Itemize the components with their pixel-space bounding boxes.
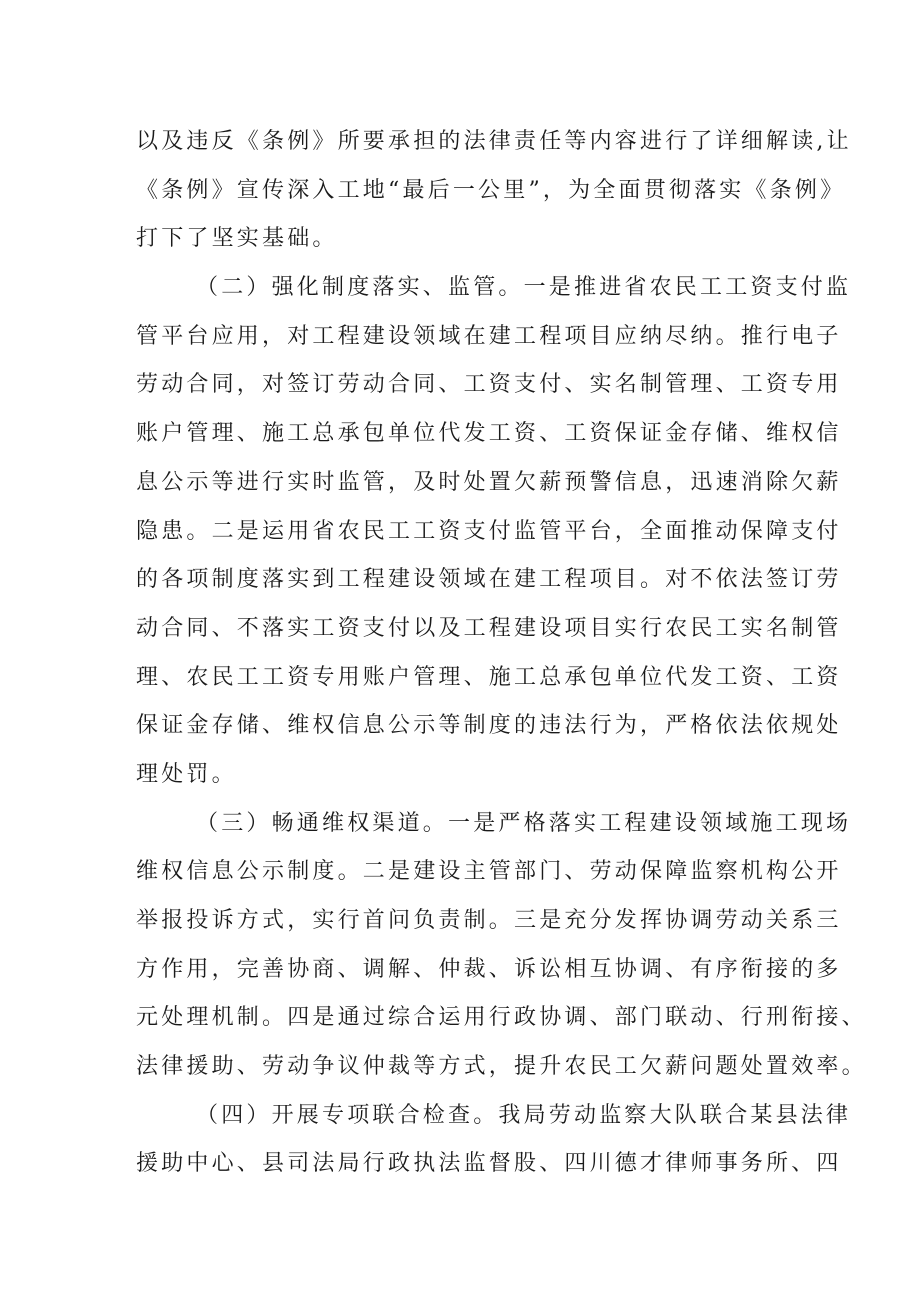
text-line: 举报投诉方式，实行首问负责制。三是充分发挥协调劳动关系三 (136, 908, 842, 933)
text-line: 保证金存储、维权信息公示等制度的违法行为，严格依法依规处 (136, 713, 842, 739)
text-line: 的各项制度落实到工程建设领域在建工程项目。对不依法签订劳 (136, 567, 842, 593)
text-line: 息公示等进行实时监管，及时处置欠薪预警信息，迅速消除欠薪 (136, 469, 842, 495)
text-line: 管平台应用，对工程建设领域在建工程项目应纳尽纳。推行电子 (136, 323, 842, 349)
paragraph-heading-4: （四）开展专项联合检查。我局劳动监察大队联合某县法律 (196, 1102, 852, 1128)
text-line: 账户管理、施工总承包单位代发工资、工资保证金存储、维权信 (136, 421, 842, 447)
text-line: 法律援助、劳动争议仲裁等方式，提升农民工欠薪问题处置效率。 (136, 1054, 867, 1080)
text-line: 以及违反《条例》所要承担的法律责任等内容进行了详细解读,让 (136, 129, 852, 154)
text-line: 动合同、不落实工资支付以及工程建设项目实行农民工实名制管 (136, 615, 842, 641)
text-line: 方作用，完善协商、调解、仲裁、诉讼相互协调、有序衔接的多 (136, 956, 842, 982)
text-line: 隐患。二是运用省农民工工资支付监管平台，全面推动保障支付 (136, 518, 842, 544)
text-line: 《条例》宣传深入工地“最后一公里”，为全面贯彻落实《条例》 (136, 177, 846, 203)
text-line: 维权信息公示制度。二是建设主管部门、劳动保障监察机构公开 (136, 859, 842, 885)
paragraph-heading-2: （二）强化制度落实、监管。一是推进省农民工工资支付监 (196, 275, 852, 301)
text-line: 理、农民工工资专用账户管理、施工总承包单位代发工资、工资 (136, 664, 842, 690)
text-line: 理处罚。 (136, 761, 237, 787)
body-text (136, 118, 867, 1189)
text-line: 元处理机制。四是通过综合运用行政协调、部门联动、行刑衔接、 (136, 1005, 867, 1031)
text-line: 劳动合同，对签订劳动合同、工资支付、实名制管理、工资专用 (136, 372, 842, 398)
paragraph-heading-3: （三）畅通维权渠道。一是严格落实工程建设领域施工现场 (196, 810, 852, 836)
text-line: 援助中心、县司法局行政执法监督股、四川德才律师事务所、四 (136, 1151, 842, 1177)
text-line: 打下了坚实基础。 (136, 226, 338, 252)
